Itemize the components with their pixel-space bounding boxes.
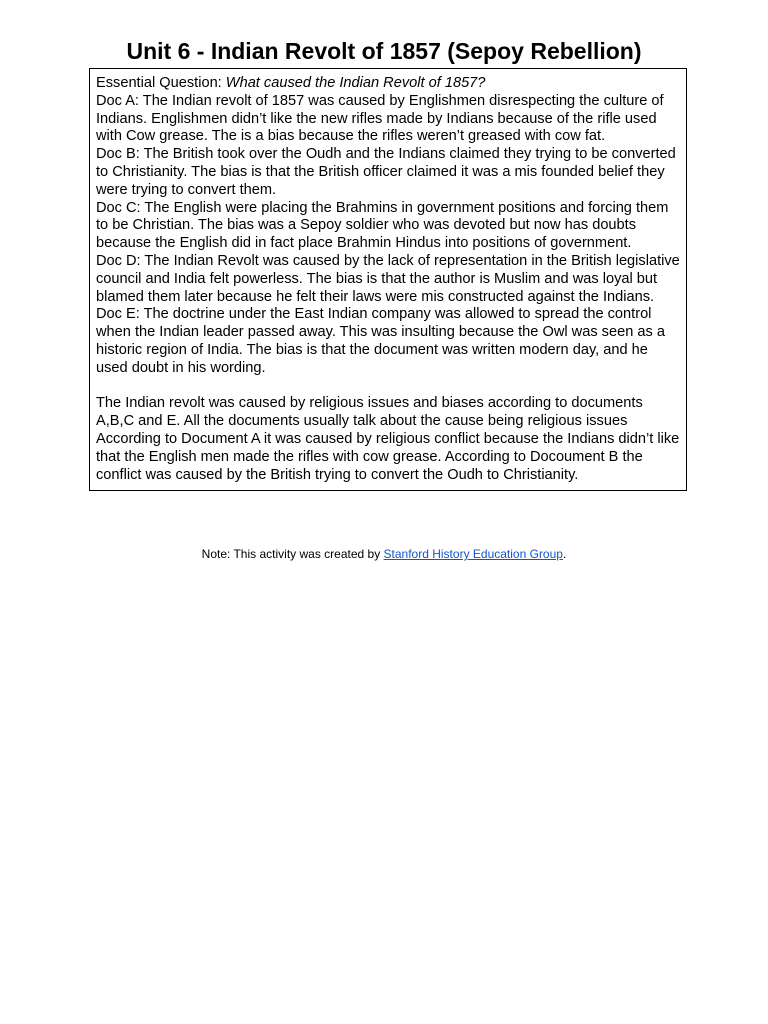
note-suffix: . (562, 547, 567, 561)
attribution-note (0, 546, 768, 562)
response-box (89, 68, 687, 491)
doc-c-response: Doc C: The English were placing the Brahmins in government positions and forcing them to be Christian. The bias was a Sepoy soldier who was devoted but now has doubts because the English did in fact place Brahmin Hindus into positions of government. (96, 199, 669, 252)
doc-a-response: Doc A: The Indian revolt of 1857 was caused by Englishmen disrespecting the culture of Indians. Englishmen didn’t like the new rifles made by Indians because of the rifle used with Cow grease. The is a bias because the rifles weren’t greased with cow fat. (96, 92, 664, 145)
note-prefix: Note: This activity was created by (201, 547, 384, 561)
sheg-link[interactable]: Stanford History Education Group (383, 547, 563, 561)
essential-question-label: Essential Question: (96, 75, 226, 91)
doc-b-response: Doc B: The British took over the Oudh and the Indians claimed they trying to be converted to Christianity. The bias is that the British officer claimed it was a mis founded belief they were trying to convert them. (96, 146, 676, 198)
doc-d-response: Doc D: The Indian Revolt was caused by the lack of representation in the British legislative council and India felt powerless. The bias is that the author is Muslim and was loyal but blamed them later because he felt their laws were mis constructed against the Indians. (96, 252, 680, 305)
paragraph-spacer (96, 378, 680, 396)
conclusion-paragraph: The Indian revolt was caused by religious issues and biases according to documents A,B,C and E. All the documents usually talk about the cause being religious issues According to Document A it was caused by religious conflict because the Indians didn’t like that the English men made the rifles with cow grease. According to Docoument B the conflict was caused by the British trying to convert the Oudh to Christianity. (96, 395, 680, 483)
page-title: Unit 6 - Indian Revolt of 1857 (Sepoy Rebellion) (126, 38, 642, 64)
doc-e-response: Doc E: The doctrine under the East Indian company was allowed to spread the control when the Indian leader passed away. This was insulting because the Owl was seen as a historic region of India. The bias is that the document was written modern day, and he used doubt in his wording. (96, 306, 665, 376)
essential-question (96, 75, 680, 93)
essential-question-text: What caused the Indian Revolt of 1857? (225, 75, 486, 91)
